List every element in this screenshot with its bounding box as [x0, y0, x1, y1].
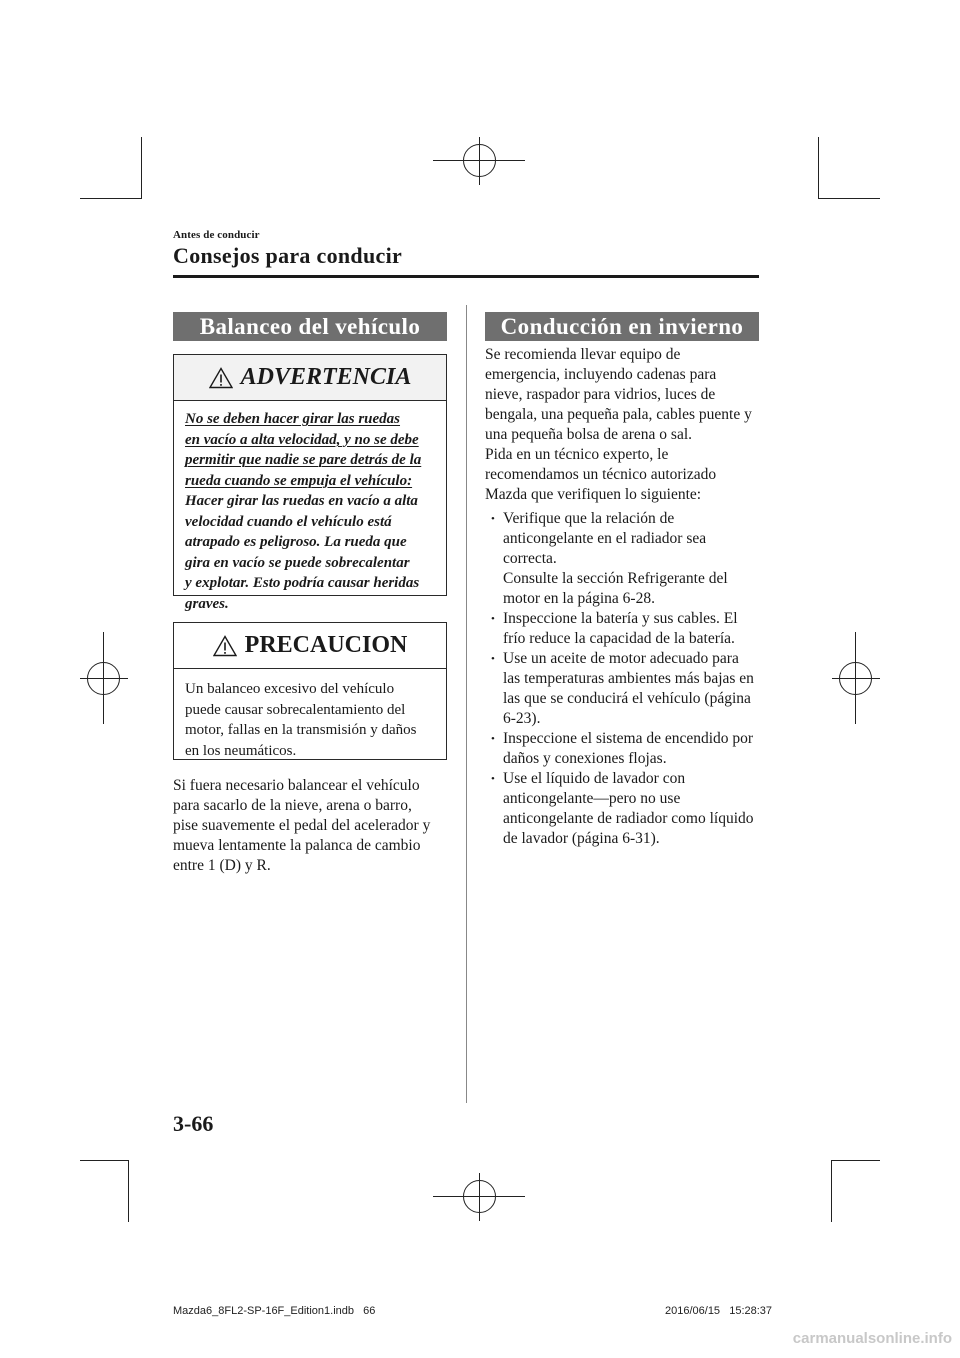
warning-body-line: gira en vacío se puede sobrecalentar [185, 554, 410, 571]
list-item-line: • Use un aceite de motor adecuado para [503, 650, 739, 667]
intro-line: emergencia, incluyendo cadenas para [485, 366, 717, 383]
invierno-intro [485, 345, 775, 505]
list-item-line: daños y conexiones flojas. [503, 750, 667, 767]
warning-triangle-icon [209, 367, 233, 389]
list-item-line: • Inspeccione el sistema de encendido por [503, 730, 754, 747]
warning-header [174, 355, 446, 401]
intro-line: una pequeña bolsa de arena o sal. [485, 426, 693, 443]
list-item-line: las temperaturas ambientes más bajas en [503, 670, 754, 687]
checklist [485, 509, 775, 849]
section-label: Antes de conducir [173, 229, 260, 241]
caution-line: motor, fallas en la transmisión y daños [185, 722, 417, 738]
paragraph-line: Si fuera necesario balancear el vehículo [173, 777, 420, 794]
list-item-line: • Verifique que la relación de [503, 510, 675, 527]
caution-line: Un balanceo excesivo del vehículo [185, 681, 395, 697]
page-title: Consejos para conducir [173, 243, 403, 268]
list-item-line: motor en la página 6-28. [503, 590, 655, 607]
list-item [485, 609, 775, 649]
caution-title: PRECAUCION [244, 632, 408, 658]
list-item [485, 509, 775, 609]
file-info: Mazda6_8FL2-SP-16F_Edition1.indb 66 [173, 1305, 376, 1317]
warning-box [173, 354, 447, 612]
warning-body-line: atrapado es peligroso. La rueda que [185, 534, 407, 550]
warning-body-line: y explotar. Esto podría causar heridas [185, 575, 420, 591]
warning-underlined-line: rueda cuando se empuja el vehículo: [185, 472, 413, 489]
list-item-line: 6-23). [503, 710, 541, 727]
list-item [485, 729, 775, 769]
intro-line: nieve, raspador para vidrios, luces de [485, 386, 716, 403]
list-item-line: anticongelante en el radiador sea [503, 530, 707, 547]
list-item-line: de lavador (página 6-31). [503, 830, 660, 847]
caution-box [173, 622, 447, 760]
list-item-line: frío reduce la capacidad de la batería. [503, 630, 735, 647]
list-item-line: las que se conducirá el vehículo (página [503, 690, 751, 707]
intro-line: Se recomienda llevar equipo de [485, 346, 681, 363]
caution-line: puede causar sobrecalentamiento del [185, 701, 406, 718]
warning-underlined-line: en vacío a alta velocidad, y no se debe [185, 431, 419, 448]
warning-body-line: Hacer girar las ruedas en vacío a alta [185, 493, 418, 509]
list-item-line: anticongelante de radiador como líquido [503, 810, 754, 827]
list-item-line: correcta. [503, 550, 557, 567]
warning-body-line: velocidad cuando el vehículo está [185, 513, 392, 530]
intro-line: Pida en un técnico experto, le [485, 446, 669, 463]
caution-line: en los neumáticos. [185, 742, 297, 759]
warning-underlined-line: permitir que nadie se pare detrás de la [185, 452, 422, 468]
list-item-line: • Inspeccione la batería y sus cables. El [503, 610, 738, 627]
warning-title: ADVERTENCIA [240, 364, 412, 390]
list-item-line: • Use el líquido de lavador con [503, 770, 686, 787]
list-item [485, 649, 775, 729]
paragraph-line: entre 1 (D) y R. [173, 857, 271, 874]
column-divider [466, 305, 467, 1103]
caution-text [174, 669, 446, 761]
warning-underlined-line: No se deben hacer girar las ruedas [185, 411, 401, 427]
balanceo-banner: Balanceo del vehículo [173, 312, 447, 341]
intro-line: recomendamos un técnico autorizado [485, 466, 717, 483]
paragraph-line: pise suavemente el pedal del acelerador y [173, 817, 431, 834]
warning-triangle-icon [213, 635, 237, 657]
page-number: 3-66 [173, 1111, 214, 1136]
balanceo-paragraph [173, 776, 463, 876]
header-rule [173, 275, 759, 278]
list-item-line: Consulte la sección Refrigerante del [503, 570, 728, 587]
warning-body-line: graves. [185, 595, 229, 612]
intro-line: bengala, una pequeña pala, cables puente y [485, 406, 752, 423]
print-timestamp: 2016/06/15 15:28:37 [665, 1305, 773, 1317]
watermark: carmanualsonline.info [792, 1330, 952, 1347]
paragraph-line: mueva lentamente la palanca de cambio [173, 837, 421, 854]
list-item-line: anticongelante—pero no use [503, 790, 681, 807]
intro-line: Mazda que verifiquen lo siguiente: [485, 486, 702, 503]
paragraph-line: para sacarlo de la nieve, arena o barro, [173, 797, 412, 814]
warning-text [174, 401, 446, 614]
caution-header [174, 623, 446, 669]
list-item [485, 769, 775, 849]
invierno-banner: Conducción en invierno [485, 312, 759, 341]
